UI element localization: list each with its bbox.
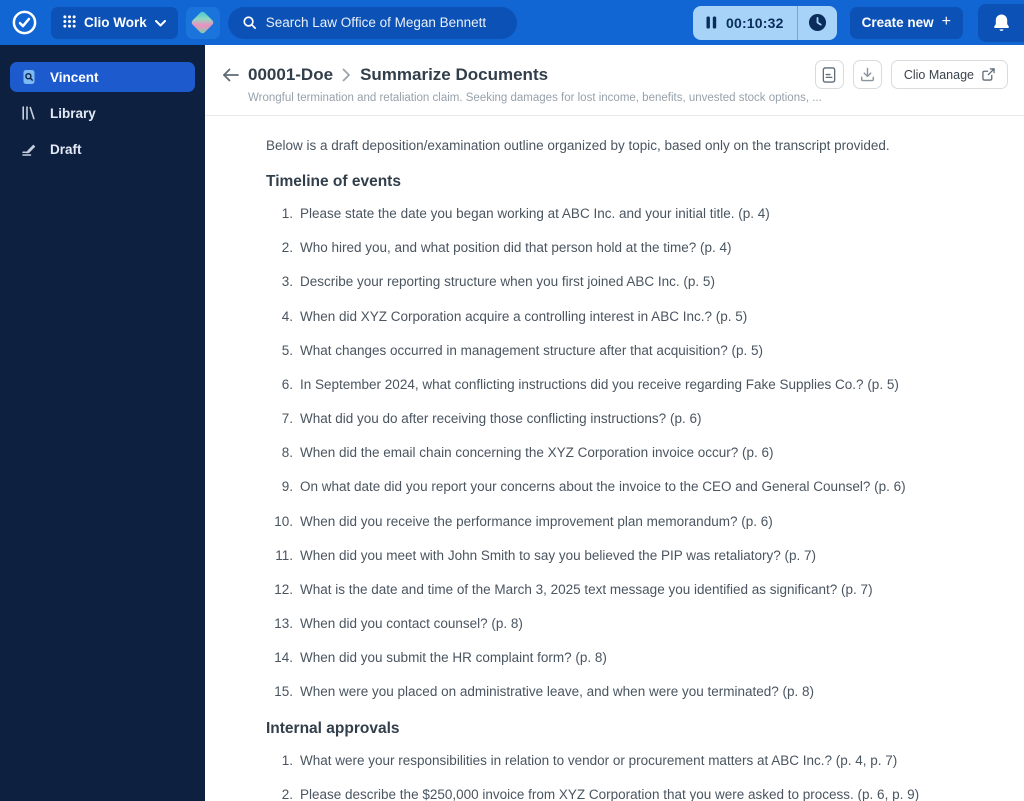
- page-header: [205, 45, 1024, 116]
- question-number: 2.: [281, 240, 293, 256]
- vincent-ai-button[interactable]: [186, 7, 220, 39]
- section-heading: Timeline of events: [266, 173, 401, 190]
- sidebar-nav-list: [10, 62, 195, 164]
- clio-check-icon: [11, 9, 38, 36]
- question-number: 5.: [281, 342, 293, 358]
- header-actions: [815, 60, 1008, 89]
- question-text: Who hired you, and what position did that person hold at the time? (p. 4): [300, 240, 732, 256]
- clock-icon: [808, 13, 827, 32]
- question-number: 9.: [281, 479, 293, 495]
- question-list: [266, 754, 984, 801]
- question-item: [266, 412, 984, 426]
- question-item: [266, 549, 984, 563]
- vincent-diamond-icon: [191, 10, 215, 34]
- notifications-button[interactable]: [978, 4, 1024, 42]
- draft-pen-icon: [20, 141, 37, 157]
- download-icon: [860, 67, 875, 82]
- question-text: When did the email chain concerning the XYZ Corporation invoice occur? (p. 6): [300, 445, 774, 461]
- question-text: When did XYZ Corporation acquire a controlling interest in ABC Inc.? (p. 5): [300, 308, 748, 324]
- clio-work-menu-button[interactable]: [51, 7, 178, 39]
- question-text: When did you meet with John Smith to say you believed the PIP was retaliatory? (p. 7): [300, 547, 817, 563]
- question-number: 8.: [281, 445, 293, 461]
- search-input[interactable]: [266, 15, 503, 30]
- sidebar-item-label: Draft: [50, 141, 82, 157]
- chevron-down-icon: [155, 15, 166, 30]
- document-body: [205, 116, 1024, 801]
- question-number: 1.: [281, 752, 293, 768]
- matter-description: Wrongful termination and retaliation claim. Seeking damages for lost income, benefits, unvested stock options, ...: [248, 92, 822, 104]
- question-item: [266, 754, 984, 768]
- question-text: What is the date and time of the March 3, 2025 text message you identified as significant? (p. 7): [300, 581, 873, 597]
- page-title: Summarize Documents: [360, 64, 549, 84]
- sidebar-item-library[interactable]: [10, 98, 195, 128]
- document-icon: [822, 67, 836, 83]
- question-number: 6.: [281, 376, 293, 392]
- clio-logo[interactable]: [9, 8, 39, 38]
- question-number: 1.: [281, 206, 293, 221]
- breadcrumb-matter[interactable]: 00001-Doe: [248, 64, 334, 84]
- question-number: 15.: [274, 684, 293, 700]
- question-item: [266, 378, 984, 392]
- question-number: 7.: [281, 411, 293, 427]
- question-item: [266, 617, 984, 631]
- section-heading: Internal approvals: [266, 719, 400, 737]
- sidebar-item-draft[interactable]: [10, 134, 195, 164]
- sidebar: [0, 45, 205, 801]
- question-item: [266, 446, 984, 460]
- apps-grid-icon: [63, 15, 76, 31]
- question-text: What were your responsibilities in relation to vendor or procurement matters at ABC Inc.? (p. 4, p. 7): [300, 752, 898, 768]
- question-text: Please describe the $250,000 invoice from XYZ Corporation that you were asked to process. (p. 6, p. 9): [300, 786, 920, 801]
- question-text: On what date did you report your concerns about the invoice to the CEO and General Counsel? (p. 6): [300, 479, 906, 495]
- chevron-right-icon: [342, 68, 351, 82]
- question-item: [266, 515, 984, 529]
- document-sections: [266, 173, 984, 801]
- main-content: [205, 45, 1024, 801]
- library-books-icon: [20, 105, 37, 121]
- vincent-document-search-icon: [20, 69, 37, 85]
- download-button[interactable]: [853, 60, 882, 89]
- top-navigation-bar: [0, 0, 1024, 45]
- question-number: 4.: [281, 308, 293, 324]
- question-text: In September 2024, what conflicting instructions did you receive regarding Fake Supplies Co.? (p. 5): [300, 376, 899, 392]
- bell-icon: [992, 13, 1011, 33]
- question-number: 12.: [274, 581, 293, 597]
- document-intro: Below is a draft deposition/examination outline organized by topic, based only on the transcript provided.: [266, 138, 890, 153]
- question-item: [266, 685, 984, 699]
- question-list: [266, 207, 984, 700]
- question-item: [266, 310, 984, 324]
- question-item: [266, 788, 984, 801]
- question-text: When did you contact counsel? (p. 8): [300, 616, 523, 632]
- timer-pause-section[interactable]: [693, 6, 797, 40]
- question-number: 2.: [281, 786, 293, 801]
- question-text: When did you receive the performance improvement plan memorandum? (p. 6): [300, 513, 773, 529]
- search-icon: [242, 15, 257, 30]
- question-number: 11.: [275, 547, 293, 563]
- clio-work-label: Clio Work: [84, 15, 147, 30]
- question-number: 3.: [281, 274, 293, 290]
- sidebar-item-label: Vincent: [50, 69, 99, 85]
- question-text: Describe your reporting structure when you first joined ABC Inc. (p. 5): [300, 274, 715, 290]
- view-document-button[interactable]: [815, 60, 844, 89]
- question-item: [266, 344, 984, 358]
- question-item: [266, 480, 984, 494]
- pause-icon: [706, 16, 717, 29]
- back-button[interactable]: [222, 68, 248, 82]
- create-new-label: Create new: [861, 15, 934, 30]
- question-text: What did you do after receiving those conflicting instructions? (p. 6): [300, 411, 702, 427]
- external-link-icon: [982, 68, 995, 81]
- timer-clock-section[interactable]: [798, 6, 837, 40]
- question-item: [266, 583, 984, 597]
- question-number: 14.: [274, 650, 293, 666]
- create-new-button[interactable]: [850, 7, 963, 39]
- question-text: Please state the date you began working at ABC Inc. and your initial title. (p. 4): [300, 206, 770, 221]
- timer-value: 00:10:32: [725, 14, 784, 31]
- question-item: [266, 207, 984, 221]
- clio-manage-button[interactable]: [891, 60, 1008, 89]
- question-item: [266, 241, 984, 255]
- question-text: What changes occurred in management structure after that acquisition? (p. 5): [300, 342, 763, 358]
- question-text: When did you submit the HR complaint form? (p. 8): [300, 650, 607, 666]
- sidebar-item-label: Library: [50, 105, 96, 121]
- global-search[interactable]: [228, 7, 517, 39]
- question-item: [266, 275, 984, 289]
- timer-widget[interactable]: [693, 6, 837, 40]
- breadcrumb: [248, 65, 548, 85]
- question-number: 13.: [274, 616, 293, 632]
- clio-manage-label: Clio Manage: [903, 67, 974, 82]
- question-number: 10.: [274, 513, 293, 529]
- question-text: When were you placed on administrative leave, and when were you terminated? (p. 8): [300, 684, 815, 700]
- sidebar-item-vincent[interactable]: [10, 62, 195, 92]
- plus-icon: +: [941, 13, 951, 30]
- question-item: [266, 651, 984, 665]
